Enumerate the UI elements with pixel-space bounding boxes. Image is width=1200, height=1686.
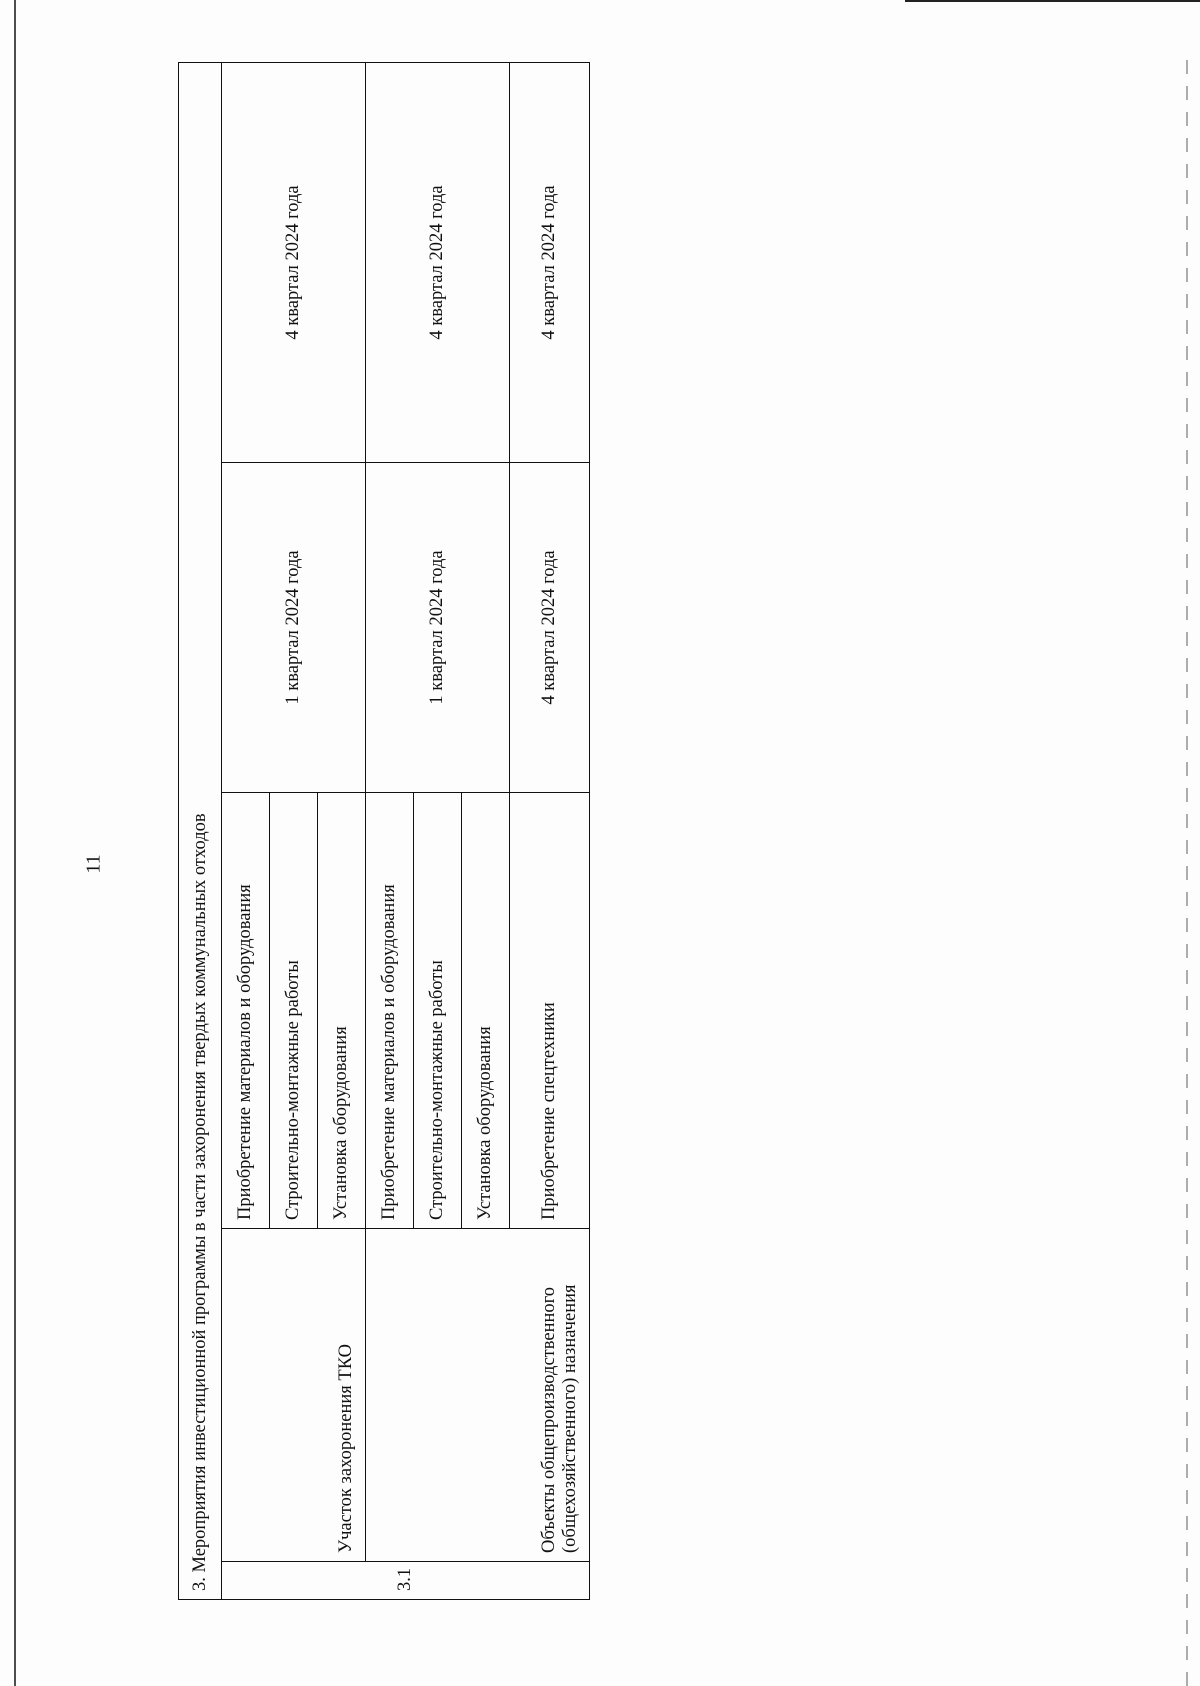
investment-measures-table (178, 62, 590, 1600)
action-cell: Приобретение материалов и оборудования (222, 793, 270, 1229)
page-number: 11 (82, 854, 105, 874)
action-cell: Строительно-монтажные работы (414, 793, 462, 1229)
action-cell: Приобретение спецтехники (510, 793, 590, 1229)
start-date: 1 квартал 2024 года (366, 463, 510, 793)
action-cell: Приобретение материалов и оборудования (366, 793, 414, 1229)
object-name: Участок захоронения ТКО (222, 1229, 366, 1562)
object-name: Объекты общепроизводственного (общехозяйственного) назначения (366, 1229, 590, 1562)
item-number: 3.1 (222, 1562, 590, 1600)
action-cell: Установка оборудования (318, 793, 366, 1229)
end-date: 4 квартал 2024 года (510, 62, 590, 462)
table-row (222, 62, 270, 1599)
scan-left-edge (14, 0, 16, 1686)
end-date: 4 квартал 2024 года (222, 62, 366, 462)
scan-top-edge (905, 0, 1200, 2)
start-date: 1 квартал 2024 года (222, 463, 366, 793)
investment-table-container (178, 63, 580, 1600)
scan-right-edge (1186, 60, 1188, 1686)
section-title: 3. Мероприятия инвестиционной программы в части захоронения твердых коммунальных отходов (179, 62, 222, 1599)
table-row (366, 62, 414, 1599)
action-cell: Установка оборудования (462, 793, 510, 1229)
start-date: 4 квартал 2024 года (510, 463, 590, 793)
section-header-row (179, 62, 222, 1599)
action-cell: Строительно-монтажные работы (270, 793, 318, 1229)
rotated-table-frame (178, 63, 580, 1600)
end-date: 4 квартал 2024 года (366, 62, 510, 462)
